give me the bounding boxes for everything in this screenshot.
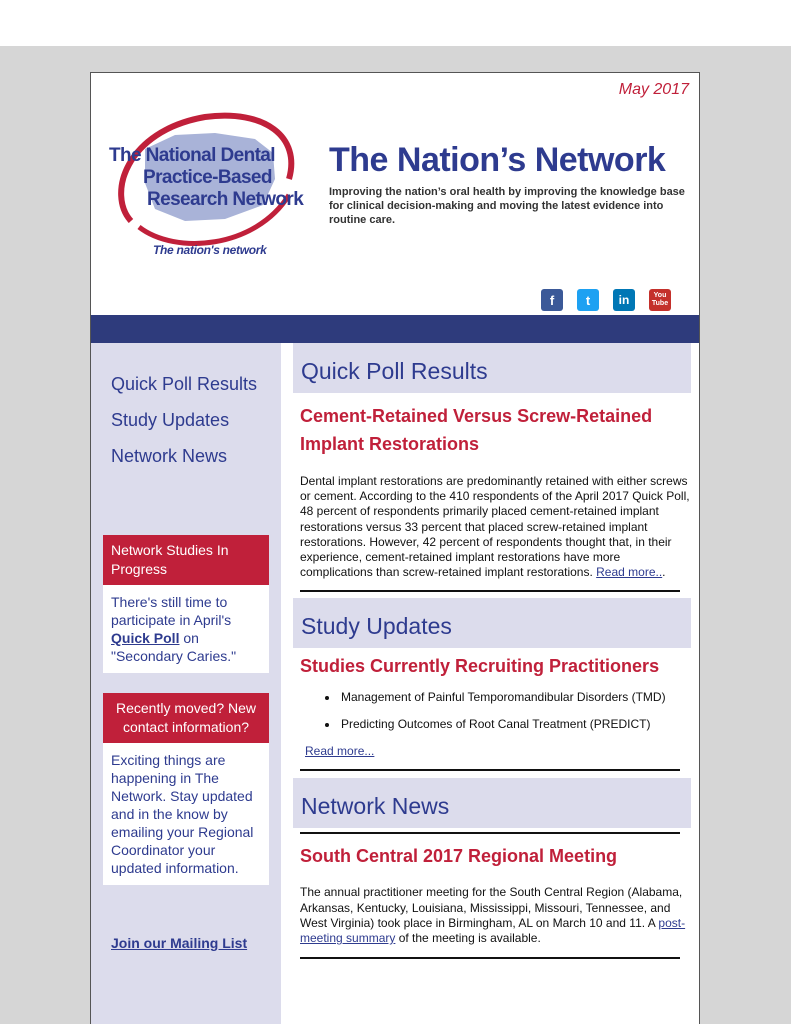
divider-rule xyxy=(300,769,680,771)
sidebar-link-network-news[interactable]: Network News xyxy=(111,446,228,466)
poll-subheading: Cement-Retained Versus Screw-Retained Implant Restorations xyxy=(300,406,653,454)
news-text xyxy=(293,885,691,946)
contact-box-title: Recently moved? New contact information? xyxy=(103,693,269,743)
facebook-icon[interactable]: f xyxy=(541,289,563,311)
logo-line-3: Research Network xyxy=(147,189,304,210)
list-item: • Predicting Outcomes of Root Canal Treatment (PREDICT) xyxy=(339,717,691,732)
twitter-icon[interactable]: t xyxy=(577,289,599,311)
divider-rule xyxy=(300,957,680,959)
studies-box-text-end: on "Secondary Caries." xyxy=(111,630,237,664)
logo-tagline: The nation's network xyxy=(153,243,267,257)
poll-read-more-link[interactable]: Read more.. xyxy=(596,565,663,580)
post-meeting-summary-link[interactable]: post-meeting summary xyxy=(300,915,686,946)
social-links xyxy=(541,289,671,311)
divider-rule xyxy=(300,832,680,834)
news-section-heading: Network News xyxy=(293,778,691,828)
youtube-icon-bottom: Tube xyxy=(651,300,669,307)
news-body-start: The annual practitioner meeting for the South Central Region (Alabama, Arkansas, Kentucky, Louisiana, Mississippi, Missouri, Tennessee, and West Virginia) took place in Birmingham, AL on March 10 and 11. A xyxy=(300,885,683,930)
logo-line-2: Practice-Based xyxy=(143,167,272,188)
contact-info-box xyxy=(103,693,269,885)
sidebar-nav xyxy=(111,373,271,481)
sidebar xyxy=(91,343,281,1024)
news-subheading: South Central 2017 Regional Meeting xyxy=(300,846,618,867)
poll-trailing: . xyxy=(662,565,666,580)
studies-box-title: Network Studies In Progress xyxy=(103,535,269,585)
youtube-icon[interactable] xyxy=(649,289,671,311)
divider-rule xyxy=(300,590,680,592)
study-list xyxy=(339,690,691,732)
logo-wordmark xyxy=(109,145,303,211)
linkedin-icon[interactable]: in xyxy=(613,289,635,311)
study-read-more-link[interactable]: Read more... xyxy=(305,744,375,759)
sidebar-link-study-updates[interactable]: Study Updates xyxy=(111,410,230,430)
study-subheading: Studies Currently Recruiting Practitioners xyxy=(300,656,660,677)
contact-box-text: Exciting things are happening in The Network. Stay updated and in the know by emailing your Regional Coordinator your updated information. xyxy=(111,752,254,876)
newsletter xyxy=(90,72,700,1024)
news-body-end: of the meeting is available. xyxy=(395,931,541,946)
poll-body: Dental implant restorations are predominantly retained with either screws or cement. According to the 410 respondents of the April 2017 Quick Poll, 48 percent of respondents primarily placed cement-retained implant restorations versus 33 percent that placed screw-retained implant restorations. However, 42 percent of respondents thought that, in their experience, cement-retained implant restorations have more complications than screw-retained implant restorations. xyxy=(300,474,690,580)
poll-section-heading: Quick Poll Results xyxy=(293,343,691,393)
list-item: • Management of Painful Temporomandibular Disorders (TMD) xyxy=(339,690,691,705)
join-mailing-list-link[interactable]: Join our Mailing List xyxy=(111,935,248,951)
issue-date: May 2017 xyxy=(618,81,689,98)
header-divider-bar xyxy=(91,315,700,343)
studies-box-text-start: There's still time to participate in April's xyxy=(111,594,232,628)
sidebar-link-quick-poll[interactable]: Quick Poll Results xyxy=(111,374,258,394)
poll-text xyxy=(293,474,691,580)
newsletter-subtitle: Improving the nation’s oral health by improving the knowledge base for clinical decision-making and moving the latest evidence into routine care. xyxy=(329,186,685,226)
logo-line-1: The National Dental xyxy=(109,145,275,166)
newsletter-title: The Nation’s Network xyxy=(329,141,666,179)
network-logo[interactable] xyxy=(105,109,305,259)
main-content xyxy=(293,343,691,959)
study-section-heading: Study Updates xyxy=(293,598,691,648)
quick-poll-link[interactable]: Quick Poll xyxy=(111,630,180,646)
studies-in-progress-box xyxy=(103,535,269,673)
studies-box-text xyxy=(103,585,269,673)
youtube-icon-top: You xyxy=(653,292,667,299)
